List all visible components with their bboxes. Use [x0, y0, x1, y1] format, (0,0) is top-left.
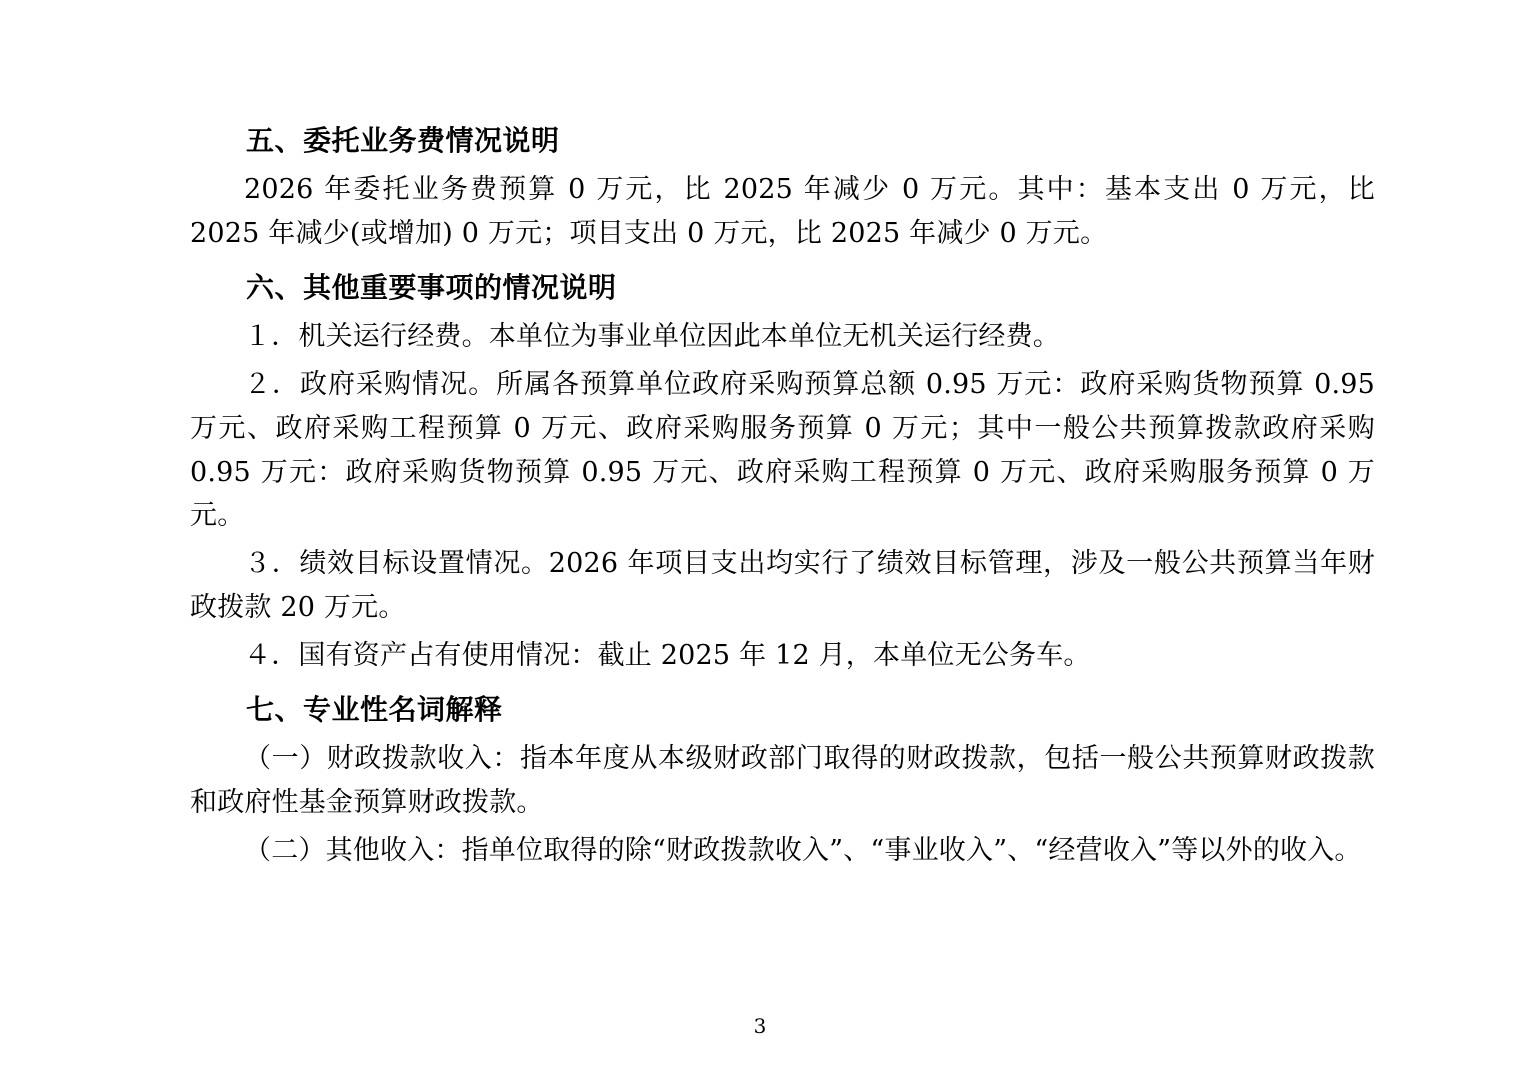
spacer [190, 259, 1375, 267]
paragraph-section-seven-2: （二）其他收入：指单位取得的除“财政拨款收入”、“事业收入”、“经营收入”等以外的收入。 [244, 834, 1362, 866]
spacer [190, 681, 1375, 689]
heading-section-five: 五、委托业务费情况说明 [246, 124, 560, 157]
heading-section-seven: 七、专业性名词解释 [246, 693, 503, 727]
page-number: 3 [753, 1014, 767, 1038]
paragraph-section-six-2: ２．政府采购情况。所属各预算单位政府采购预算总额 0.95 万元：政府采购货物预算 0.95 万元、政府采购工程预算 0 万元、政府采购服务预算 0 万元；其中一般公共预算拨款政府采购 0.95 万元：政府采购货物预算 0.95 万元、政府采购工程预算 0 万元、政府采购服务预算 0 万元。 [190, 369, 1375, 532]
paragraph-section-six-3: ３．绩效目标设置情况。2026 年项目支出均实行了绩效目标管理，涉及一般公共预算当年财政拨款 20 万元。 [190, 548, 1375, 623]
document-body [190, 120, 1375, 873]
paragraph-section-six-1: １．机关运行经费。本单位为事业单位因此本单位无机关运行经费。 [244, 321, 1060, 353]
paragraph-section-seven-1: （一）财政拨款收入：指本年度从本级财政部门取得的财政拨款，包括一般公共预算财政拨款和政府性基金预算财政拨款。 [190, 743, 1375, 819]
heading-section-six: 六、其他重要事项的情况说明 [246, 271, 617, 305]
paragraph-section-five-1: 2026 年委托业务费预算 0 万元，比 2025 年减少 0 万元。其中：基本支出 0 万元，比 2025 年减少(或增加) 0 万元；项目支出 0 万元，比 2025 年减少 0 万元。 [190, 174, 1375, 249]
paragraph-section-six-4: ４．国有资产占有使用情况：截止 2025 年 12 月，本单位无公务车。 [244, 639, 1091, 671]
